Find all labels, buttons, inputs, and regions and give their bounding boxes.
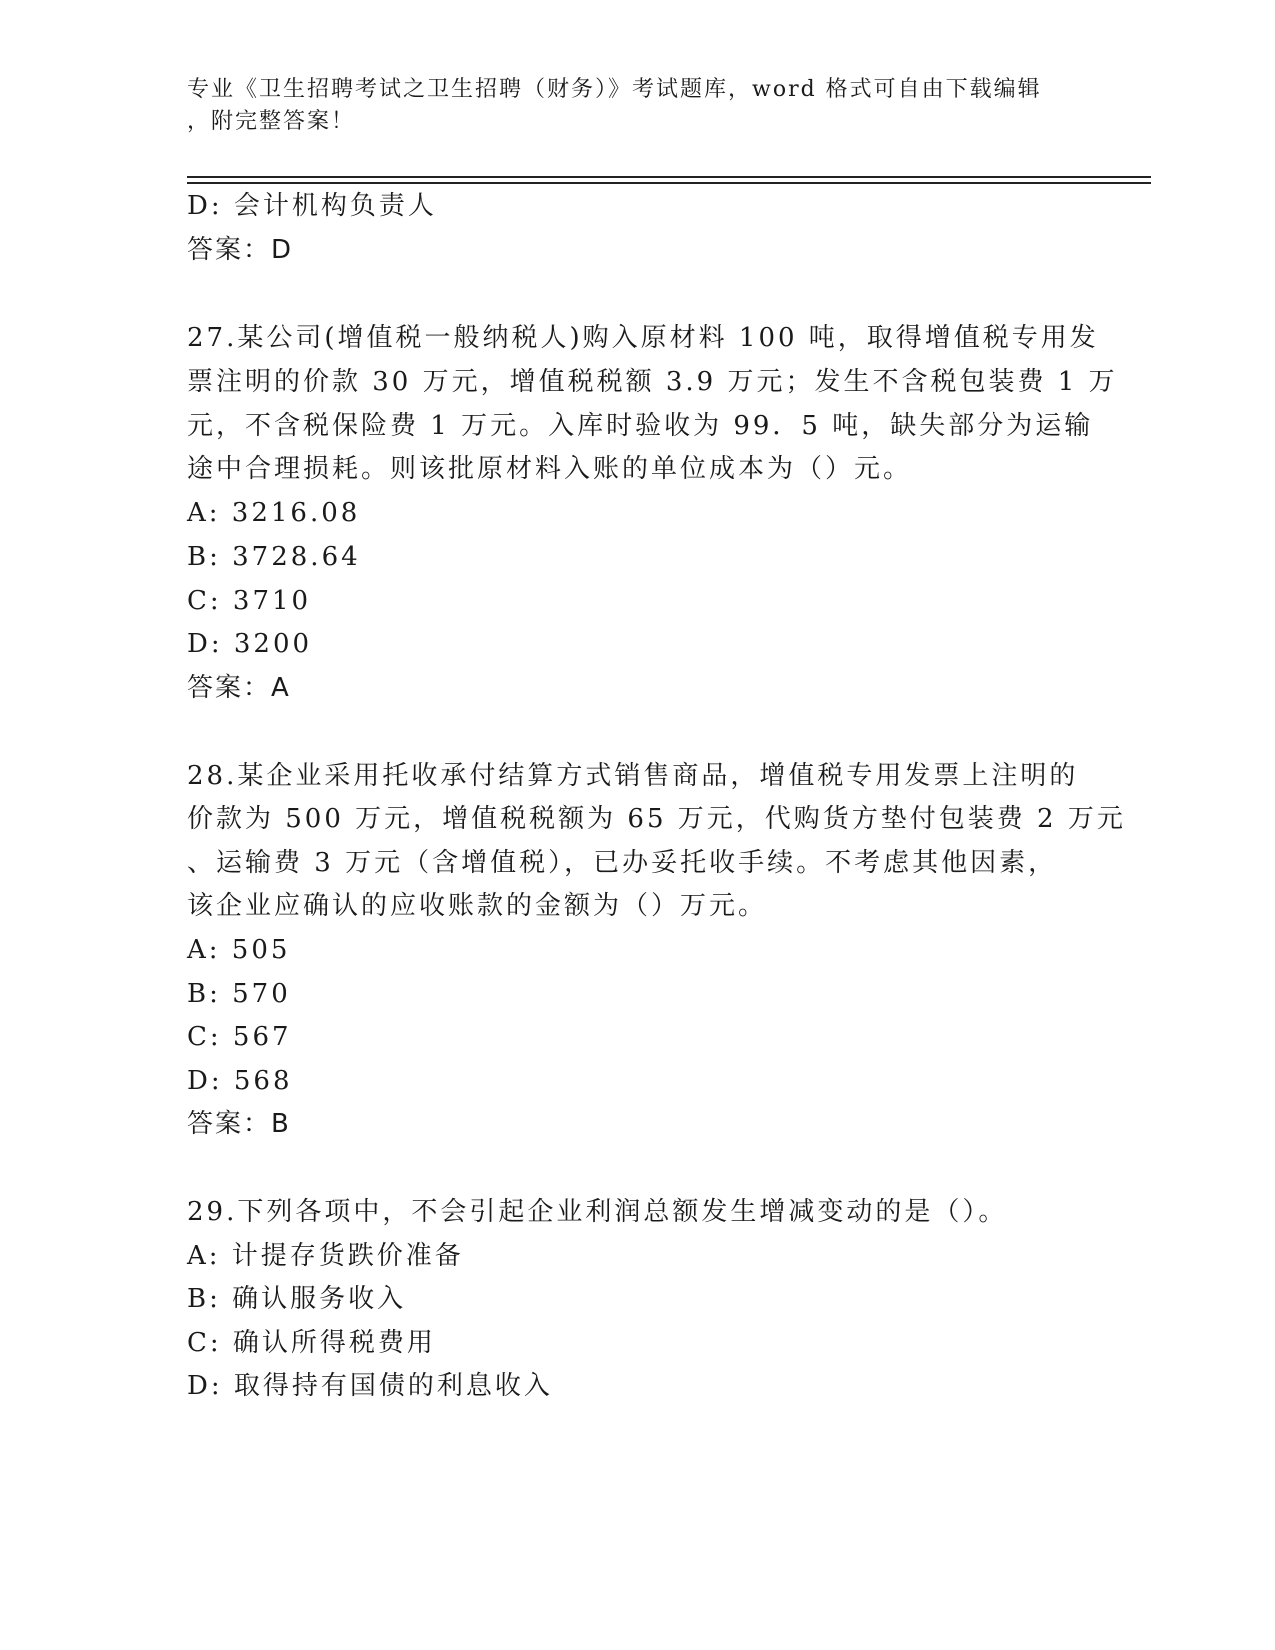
q27-option-a: A: 3216.08 <box>187 498 361 528</box>
q27-stem-line-3: 元，不含税保险费 1 万元。入库时验收为 99．5 吨，缺失部分为运输 <box>187 411 1094 441</box>
q28-option-a: A: 505 <box>187 935 291 965</box>
q28-option-c: C: 567 <box>187 1022 292 1052</box>
q28-stem-line-3: 、运输费 3 万元（含增值税），已办妥托收手续。不考虑其他因素， <box>187 848 1058 878</box>
header-line-1: 专业《卫生招聘考试之卫生招聘（财务）》考试题库，word 格式可自由下载编辑 <box>187 77 1042 102</box>
q29-option-a: A: 计提存货跌价准备 <box>187 1241 464 1271</box>
header-divider-top <box>187 176 1151 178</box>
q27-stem-line-2: 票注明的价款 30 万元，增值税税额 3.9 万元；发生不含税包装费 1 万 <box>187 367 1118 397</box>
q28-stem-line-1: 28.某企业采用托收承付结算方式销售商品，增值税专用发票上注明的 <box>187 761 1079 791</box>
q28-option-b: B: 570 <box>187 979 291 1009</box>
q29-stem-line-1: 29.下列各项中，不会引起企业利润总额发生增减变动的是（）。 <box>187 1197 1008 1227</box>
q28-stem-line-4: 该企业应确认的应收账款的金额为（）万元。 <box>187 891 768 921</box>
document-header <box>187 74 1067 138</box>
q27-option-d: D: 3200 <box>187 629 313 659</box>
q29-option-b: B: 确认服务收入 <box>187 1284 407 1314</box>
prev-option-d: D: 会计机构负责人 <box>187 191 437 221</box>
q28-option-d: D: 568 <box>187 1066 293 1096</box>
q28-stem-line-2: 价款为 500 万元，增值税税额为 65 万元，代购货方垫付包装费 2 万元 <box>187 804 1126 834</box>
q27-stem-line-4: 途中合理损耗。则该批原材料入账的单位成本为（）元。 <box>187 454 913 484</box>
q27-stem-line-1: 27.某公司(增值税一般纳税人)购入原材料 100 吨，取得增值税专用发 <box>187 323 1099 353</box>
q29-option-c: C: 确认所得税费用 <box>187 1328 436 1358</box>
q27-answer: 答案：A <box>187 673 291 703</box>
q27-option-b: B: 3728.64 <box>187 542 361 572</box>
q28-answer: 答案：B <box>187 1109 291 1139</box>
prev-answer: 答案：D <box>187 235 294 265</box>
header-line-2: ，附完整答案！ <box>187 109 356 134</box>
header-divider-bottom <box>187 182 1151 184</box>
q29-option-d: D: 取得持有国债的利息收入 <box>187 1371 553 1401</box>
q27-option-c: C: 3710 <box>187 586 312 616</box>
